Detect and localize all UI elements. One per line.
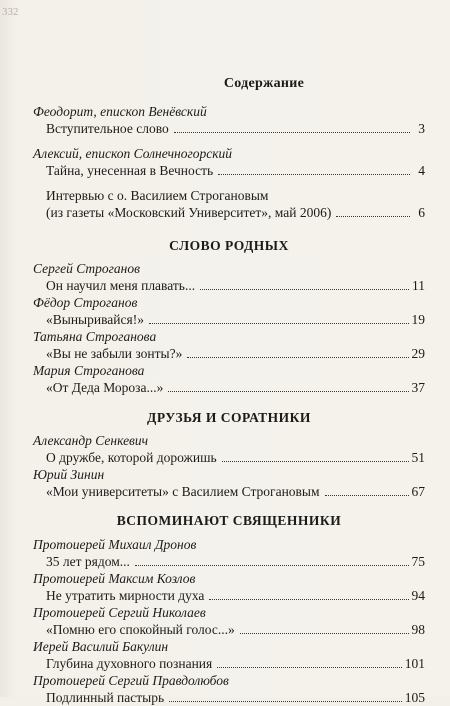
page-corner-number: 332	[2, 6, 19, 18]
toc-entry-title: Он научил меня плавать...	[46, 278, 196, 293]
toc-page-number: 11	[412, 278, 425, 293]
toc-entry-title: О дружбе, которой дорожишь	[46, 450, 217, 465]
toc-entry-title: «Вы не забыли зонты?»	[46, 346, 183, 361]
leader-dots	[240, 633, 409, 634]
toc-author: Александр Сенкевич	[33, 433, 149, 448]
toc-entry-title: (из газеты «Московский Университет», май 2006)	[46, 205, 332, 220]
toc-page-number: 6	[418, 205, 425, 220]
toc-entry[interactable]	[33, 553, 425, 570]
toc-page-number: 51	[411, 450, 425, 465]
leader-dots	[168, 391, 408, 392]
toc-section-priests	[33, 513, 425, 706]
toc-author: Алексий, епископ Солнечногорский	[33, 146, 233, 161]
toc-entry[interactable]	[33, 689, 425, 706]
toc-page-number: 94	[411, 588, 425, 603]
toc-heading: Содержание	[223, 76, 305, 91]
toc-intro	[33, 103, 425, 221]
toc-author: Фёдор Строганов	[33, 295, 138, 310]
toc-entry[interactable]	[33, 655, 425, 672]
toc-item	[33, 187, 425, 221]
leader-dots	[325, 495, 409, 496]
toc-author: Феодорит, епископ Венёвский	[33, 104, 207, 119]
toc-page-number: 29	[411, 346, 425, 361]
leader-dots	[187, 357, 408, 358]
toc-entry[interactable]	[33, 120, 425, 137]
toc-entry-title: «От Деда Мороза...»	[46, 380, 164, 395]
toc-page-number: 3	[418, 121, 425, 136]
section-heading: СЛОВО РОДНЫХ	[169, 238, 289, 253]
toc-entry-title-line1: Интервью с о. Василием Строгановым	[46, 188, 269, 203]
section-heading: ДРУЗЬЯ И СОРАТНИКИ	[147, 410, 311, 425]
toc-item	[33, 145, 425, 179]
leader-dots	[135, 565, 409, 566]
table-of-contents	[33, 76, 425, 706]
toc-entry-title: «Выныривайся!»	[46, 312, 144, 327]
toc-entry[interactable]	[33, 587, 425, 604]
leader-dots	[200, 289, 409, 290]
leader-dots	[222, 461, 409, 462]
toc-section-friends	[33, 410, 425, 500]
section-heading: ВСПОМИНАЮТ СВЯЩЕННИКИ	[116, 513, 342, 528]
toc-entry-title: «Мои университеты» с Василием Строгановым	[46, 484, 320, 499]
toc-entry[interactable]	[33, 311, 425, 328]
toc-entry[interactable]	[33, 621, 425, 638]
toc-entry[interactable]	[33, 379, 425, 396]
leader-dots	[149, 323, 409, 324]
toc-entry-title: Вступительное слово	[46, 121, 169, 136]
toc-author: Протоиерей Михаил Дронов	[33, 537, 197, 552]
toc-entry-title: Глубина духовного познания	[46, 656, 213, 671]
leader-dots	[218, 174, 410, 175]
toc-entry-title: Тайна, унесенная в Вечность	[46, 163, 214, 178]
toc-author: Протоиерей Сергий Правдолюбов	[33, 673, 229, 688]
toc-page-number: 67	[411, 484, 425, 499]
toc-entry[interactable]	[33, 345, 425, 362]
toc-page-number: 98	[411, 622, 425, 637]
toc-entry-title: «Помню его спокойный голос...»	[46, 622, 235, 637]
leader-dots	[217, 667, 402, 668]
toc-entry-title: Подлинный пастырь	[46, 690, 165, 705]
toc-item	[33, 103, 425, 137]
toc-section-relatives	[33, 238, 425, 396]
toc-entry-title: Не утратить мирности духа	[46, 588, 205, 603]
toc-author: Протоиерей Сергий Николаев	[33, 605, 206, 620]
toc-entry[interactable]	[33, 449, 425, 466]
toc-page-number: 105	[404, 690, 425, 705]
toc-author: Мария Строганова	[33, 363, 145, 378]
toc-entry[interactable]	[33, 483, 425, 500]
leader-dots	[336, 216, 410, 217]
leader-dots	[209, 599, 408, 600]
toc-author: Иерей Василий Бакулин	[33, 639, 169, 654]
toc-page-number: 75	[411, 554, 425, 569]
toc-author: Протоиерей Максим Козлов	[33, 571, 196, 586]
toc-entry[interactable]	[33, 204, 425, 221]
toc-page-number: 19	[411, 312, 425, 327]
leader-dots	[169, 701, 402, 702]
toc-author: Сергей Строганов	[33, 261, 140, 276]
toc-page-number: 4	[418, 163, 425, 178]
toc-author: Татьяна Строганова	[33, 329, 157, 344]
leader-dots	[174, 132, 410, 133]
toc-entry[interactable]	[33, 162, 425, 179]
toc-author: Юрий Зинин	[33, 467, 105, 482]
toc-entry-title: 35 лет рядом...	[46, 554, 130, 569]
toc-page-number: 101	[404, 656, 425, 671]
toc-page-number: 37	[411, 380, 425, 395]
toc-entry[interactable]	[33, 277, 425, 294]
